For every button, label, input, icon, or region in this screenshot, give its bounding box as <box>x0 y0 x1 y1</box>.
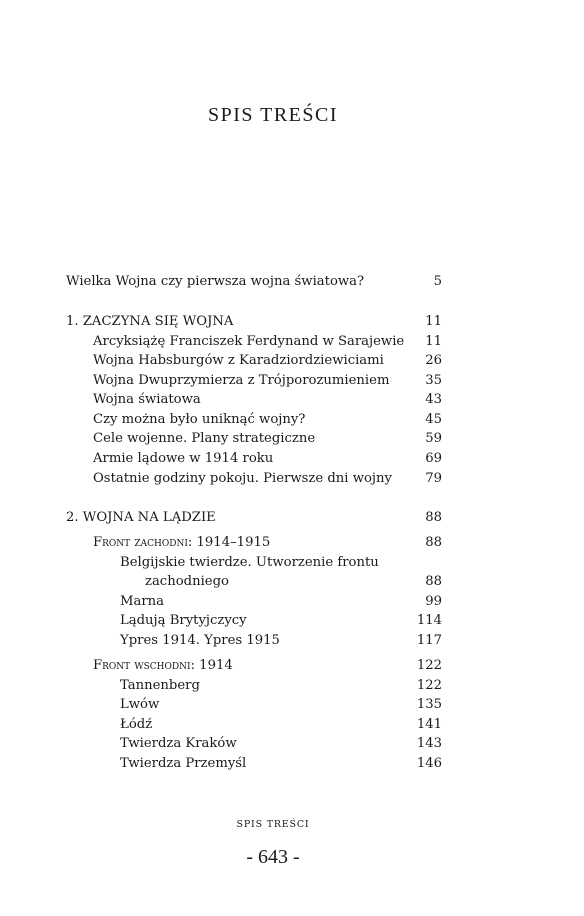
toc-entry-page: 135 <box>416 697 442 712</box>
toc-entry-title: Armie lądowe w 1914 roku <box>93 451 274 466</box>
toc-entry <box>0 695 584 715</box>
toc-section <box>0 656 584 676</box>
toc-entry <box>0 371 584 391</box>
toc-section-title: Front zachodni: 1914–1915 <box>93 535 271 550</box>
page-number: - 643 - <box>246 846 300 868</box>
toc-chapter-page: 88 <box>425 510 442 525</box>
toc-entry-title: Wojna Habsburgów z Karadziordziewiciami <box>93 353 384 368</box>
toc-entry-title: Twierdza Przemyśl <box>120 756 247 771</box>
toc-entry <box>0 715 584 735</box>
toc-entry-title: Ostatnie godziny pokoju. Pierwsze dni wojny <box>93 471 392 486</box>
toc-entry-page: 79 <box>425 471 442 486</box>
toc-entry-title: Marna <box>120 594 165 609</box>
page-title: SPIS TREŚCI <box>207 104 339 126</box>
toc-entry-page: 26 <box>425 353 442 368</box>
toc-chapter-title: 2. WOJNA NA LĄDZIE <box>66 510 216 525</box>
toc-entry-title: Lądują Brytyjczycy <box>120 613 247 628</box>
toc-entry <box>0 592 584 612</box>
toc-entry <box>0 754 584 774</box>
toc-entry <box>0 351 584 371</box>
toc-entry-title: Łódź <box>120 717 153 732</box>
toc-entry-page: 35 <box>425 373 442 388</box>
toc-entry-page: 88 <box>425 574 442 589</box>
toc-entry <box>0 572 584 592</box>
toc-chapter-page: 11 <box>425 314 442 329</box>
toc-entry-title: Lwów <box>120 697 160 712</box>
toc-entry-title: zachodniego <box>145 574 229 589</box>
toc-section <box>0 533 584 553</box>
toc-section-title: Front wschodni: 1914 <box>93 658 233 673</box>
toc-entry <box>0 449 584 469</box>
toc-entry-title: Wielka Wojna czy pierwsza wojna światowa? <box>66 274 365 289</box>
toc-entry <box>0 553 584 573</box>
toc-entry <box>0 611 584 631</box>
running-head: SPIS TREŚCI <box>236 819 310 830</box>
toc-entry-title: Belgijskie twierdze. Utworzenie frontu <box>120 555 379 570</box>
toc-entry-title: Ypres 1914. Ypres 1915 <box>120 633 280 648</box>
toc-entry <box>0 676 584 696</box>
toc-entry-page: 11 <box>425 334 442 349</box>
toc-entry <box>0 429 584 449</box>
toc-section-page: 122 <box>416 658 442 673</box>
toc-section-page: 88 <box>425 535 442 550</box>
toc-entry-page: 143 <box>416 736 442 751</box>
toc-entry-page: 5 <box>433 274 442 289</box>
toc-entry-page: 69 <box>425 451 442 466</box>
toc-entry-page: 114 <box>416 613 442 628</box>
toc-entry-page: 59 <box>425 431 442 446</box>
toc-entry-page: 43 <box>425 392 442 407</box>
toc-entry <box>0 410 584 430</box>
toc-entry-page: 141 <box>416 717 442 732</box>
toc-entry <box>0 390 584 410</box>
toc-chapter <box>0 312 584 332</box>
toc-entry-page: 146 <box>416 756 442 771</box>
toc-entry-page: 99 <box>425 594 442 609</box>
toc-entry-title: Wojna światowa <box>93 392 201 407</box>
toc-entry-title: Tannenberg <box>120 678 200 693</box>
toc-entry-title: Czy można było uniknąć wojny? <box>93 412 306 427</box>
toc-entry-title: Wojna Dwuprzymierza z Trójporozumieniem <box>93 373 390 388</box>
toc-entry <box>0 734 584 754</box>
toc-chapter-title: 1. ZACZYNA SIĘ WOJNA <box>66 314 234 329</box>
toc-entry <box>0 272 584 292</box>
toc-entry-title: Cele wojenne. Plany strategiczne <box>93 431 316 446</box>
toc-entry <box>0 631 584 651</box>
toc-entry-title: Arcyksiążę Franciszek Ferdynand w Sarajewie <box>93 334 405 349</box>
toc-entry-page: 45 <box>425 412 442 427</box>
toc-entry-title: Twierdza Kraków <box>120 736 237 751</box>
toc-entry-page: 122 <box>416 678 442 693</box>
toc-entry <box>0 332 584 352</box>
toc-chapter <box>0 508 584 528</box>
toc-entry <box>0 469 584 489</box>
toc-entry-page: 117 <box>416 633 442 648</box>
